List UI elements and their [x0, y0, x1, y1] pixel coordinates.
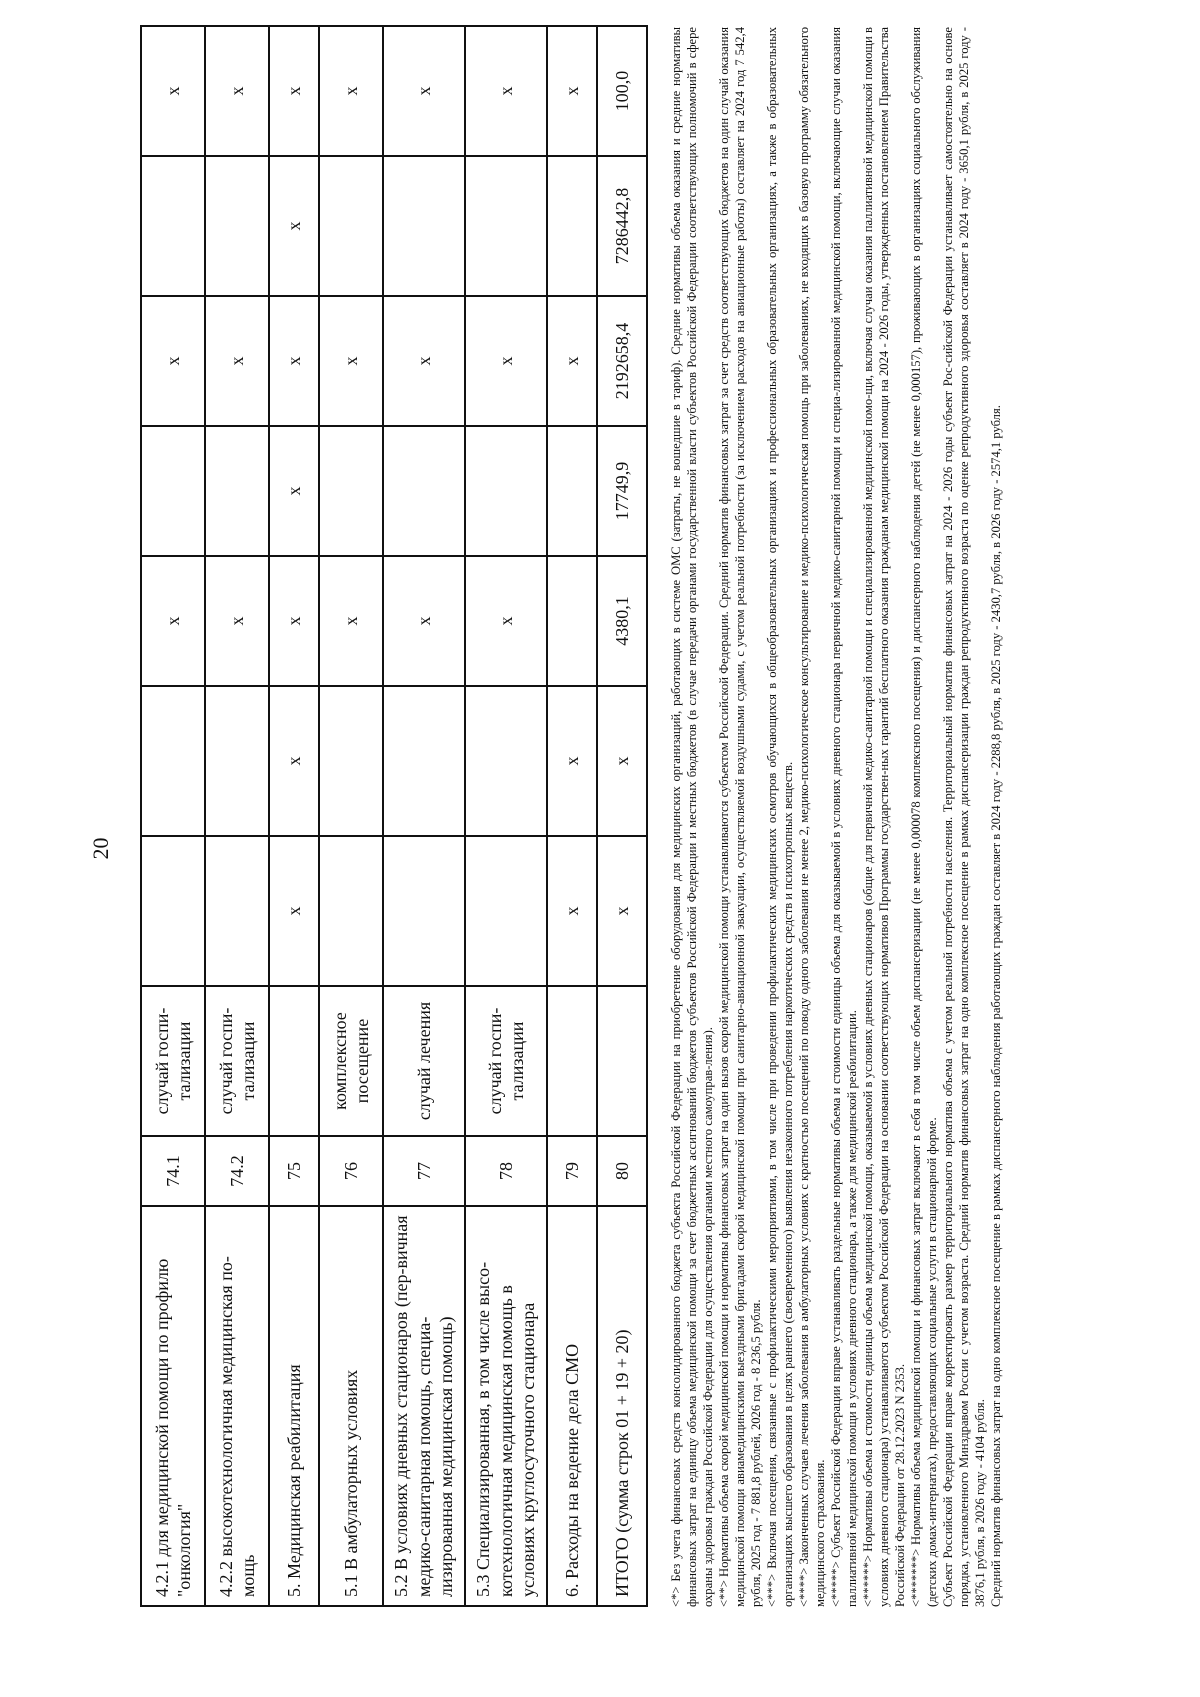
value-cell: 2192658,4	[597, 296, 647, 426]
table-row	[319, 26, 383, 1606]
value-cell: х	[141, 26, 205, 156]
value-cell	[319, 156, 383, 296]
value-cell: х	[465, 296, 547, 426]
footnote: <******> Нормативы объема и стоимости единицы объема медицинской помощи, оказываемой в условиях дневных стационаров (общие для первичной медико-санитарной помощи и специализированной медицинской помо-щи, включая случаи оказания паллиативной медицинской помощи в условиях дневного стационара) устанавливаются субъектом Российской Федерации на основании соответствующих нормативов Программы государствен-ных гарантий бесплатного оказания гражданам медицинской помощи на 2024 - 2026 годы, утвержденных постановлением Правительства Российской Федерации от 28.12.2023 N 2353.	[861, 27, 907, 1607]
value-cell: х	[269, 156, 319, 296]
value-cell	[383, 426, 465, 556]
value-cell: х	[547, 26, 597, 156]
row-number-cell: 76	[319, 1136, 383, 1206]
value-cell: х	[383, 556, 465, 686]
value-cell: х	[141, 296, 205, 426]
value-cell: х	[269, 556, 319, 686]
value-cell	[141, 836, 205, 986]
unit-cell: случай госпи-тализации	[141, 986, 205, 1136]
value-cell	[383, 156, 465, 296]
value-cell	[205, 426, 269, 556]
footnotes	[668, 27, 1004, 1607]
value-cell: х	[319, 296, 383, 426]
row-name-cell: 4.2.2 высокотехнологичная медицинская по-мощь	[205, 1206, 269, 1606]
value-cell: 4380,1	[597, 556, 647, 686]
row-number-cell: 77	[383, 1136, 465, 1206]
value-cell: х	[205, 26, 269, 156]
row-name-cell: 5.3 Специализированная, в том числе высо-котехнологичная медицинская помощь в условиях круглосуточного стационара	[465, 1206, 547, 1606]
unit-cell	[547, 986, 597, 1136]
row-number-cell: 74.2	[205, 1136, 269, 1206]
value-cell	[141, 686, 205, 836]
row-name-cell: 5.1 В амбулаторных условиях	[319, 1206, 383, 1606]
footnote: <**> Нормативы объема скорой медицинской помощи и нормативы финансовых затрат на один вызов скорой медицинской помощи устанавливаются субъектом Российской Федерации. Средний норматив финансовых затрат за счет средств соответствующих бюджетов на один случай оказания медицинской помощи авиамедицинскими выездными бригадами скорой медицинской помощи при санитарно-авиационной эвакуации, осуществляемой воздушными судами, с учетом реальной потребности (за исключением расходов на авиационные работы) составляет на 2024 год 7 542,4 рубля, 2025 год - 7 881,8 рублей, 2026 год - 8 236,5 рубля.	[717, 27, 763, 1607]
table-row	[465, 26, 547, 1606]
value-cell: 17749,9	[597, 426, 647, 556]
value-cell: х	[141, 556, 205, 686]
row-number-cell: 78	[465, 1136, 547, 1206]
value-cell	[465, 836, 547, 986]
value-cell: х	[269, 296, 319, 426]
value-cell: х	[269, 686, 319, 836]
row-name-cell: ИТОГО (сумма строк 01 + 19 + 20)	[597, 1206, 647, 1606]
value-cell: 100,0	[597, 26, 647, 156]
value-cell: х	[465, 556, 547, 686]
value-cell	[205, 836, 269, 986]
footnote: <*****> Субъект Российской Федерации вправе устанавливать раздельные нормативы объема и стоимости единицы объема для оказываемой в условиях дневного стационара первичной медико-санитарной помощи и специа-лизированной медицинской помощи, включающие случаи оказания паллиативной медицинской помощи в условиях дневного стационара, а также для медицинской реабилитации.	[829, 27, 859, 1607]
footnote: Средний норматив финансовых затрат на одно комплексное посещение в рамках диспансерного наблюдения работающих граждан составляет в 2024 году - 2288,8 рубля, в 2025 году - 2430,7 рубля, в 2026 году - 2574,1 рубля.	[989, 405, 1003, 1607]
value-cell	[319, 426, 383, 556]
value-cell	[205, 156, 269, 296]
value-cell	[383, 686, 465, 836]
value-cell	[141, 426, 205, 556]
norms-table	[140, 25, 648, 1607]
row-name-cell: 5.2 В условиях дневных стационаров (пер-вичная медико-санитарная помощь, специа-лизированная медицинская помощь)	[383, 1206, 465, 1606]
row-number-cell: 75	[269, 1136, 319, 1206]
table-row	[269, 26, 319, 1606]
unit-cell	[597, 986, 647, 1136]
value-cell: х	[269, 836, 319, 986]
footnote: <***> Включая посещения, связанные с профилактическими мероприятиями, в том числе при проведении профилактических медицинских осмотров обучающихся в общеобразовательных организациях и профессиональных образовательных организациях, а также в образовательных организациях высшего образования в целях раннего (своевременного) выявления незаконного потребления наркотических средств и психотропных веществ.	[765, 27, 795, 1607]
row-name-cell: 6. Расходы на ведение дела СМО	[547, 1206, 597, 1606]
row-number-cell: 79	[547, 1136, 597, 1206]
value-cell: х	[547, 686, 597, 836]
value-cell	[465, 156, 547, 296]
value-cell: х	[597, 686, 647, 836]
table-row	[597, 26, 647, 1606]
footnote: <*> Без учета финансовых средств консолидированного бюджета субъекта Российской Федерации на приобретение оборудования для медицинских организаций, работающих в системе ОМС (затраты, не вошедшие в тариф). Средние нормативы объема оказания и средние нормативы финансовых затрат на единицу объема медицинской помощи за счет бюджетных ассигнований бюджетов субъектов Российской Федерации и местных бюджетов (в случае передачи органами государственной власти субъектов Российской Федерации соответствующих полномочий в сфере охраны здоровья граждан Российской Федерации для осуществления органами местного самоуправ-ления).	[669, 27, 715, 1607]
value-cell	[319, 686, 383, 836]
value-cell	[319, 836, 383, 986]
unit-cell: случай лечения	[383, 986, 465, 1136]
value-cell: х	[547, 836, 597, 986]
value-cell	[547, 156, 597, 296]
value-cell: х	[383, 296, 465, 426]
value-cell	[465, 426, 547, 556]
row-number-cell: 80	[597, 1136, 647, 1206]
table-row	[205, 26, 269, 1606]
value-cell	[465, 686, 547, 836]
value-cell: х	[269, 26, 319, 156]
footnote: Субъект Российской Федерации вправе корректировать размер территориального норматива объема с учетом реальной потребности населения. Территориальный норматив финансовых затрат на 2024 - 2026 годы субъект Рос-сийской Федерации устанавливает самостоятельно на основе порядка, установленного Минздравом России с учетом возраста. Средний норматив финансовых затрат на одно комплексное посещение в рамках диспансеризации граждан репродуктивного возраста по оценке репродуктивного здоровья составляет в 2024 году - 3650,1 рубля, в 2025 году - 3876,1 рубля, в 2026 году - 4104 рубля.	[941, 27, 987, 1607]
value-cell: х	[205, 556, 269, 686]
table-row	[141, 26, 205, 1606]
unit-cell: комплексное посещение	[319, 986, 383, 1136]
value-cell	[547, 556, 597, 686]
row-name-cell: 5. Медицинская реабилитация	[269, 1206, 319, 1606]
value-cell: х	[319, 26, 383, 156]
row-name-cell: 4.2.1 для медицинской помощи по профилю "онкология"	[141, 1206, 205, 1606]
table-row	[383, 26, 465, 1606]
table-row	[547, 26, 597, 1606]
value-cell	[141, 156, 205, 296]
value-cell: х	[205, 296, 269, 426]
footnote: <****> Законченных случаев лечения заболевания в амбулаторных условиях с кратностью посещений по поводу одного заболевания не менее 2, медико-психологическое консультирование и медико-психологическая помощь при заболеваниях, не входящих в базовую программу обязательного медицинского страхования.	[797, 27, 827, 1607]
value-cell	[547, 426, 597, 556]
unit-cell	[269, 986, 319, 1136]
unit-cell: случай госпи-тализации	[205, 986, 269, 1136]
value-cell: х	[465, 26, 547, 156]
value-cell	[205, 686, 269, 836]
page-number: 20	[88, 837, 113, 860]
row-number-cell: 74.1	[141, 1136, 205, 1206]
value-cell: х	[319, 556, 383, 686]
value-cell: х	[269, 426, 319, 556]
value-cell: 7286442,8	[597, 156, 647, 296]
value-cell	[383, 836, 465, 986]
value-cell: х	[597, 836, 647, 986]
unit-cell: случай госпи-тализации	[465, 986, 547, 1136]
value-cell: х	[547, 296, 597, 426]
footnote: <*******> Нормативы объема медицинской помощи и финансовых затрат включают в себя в том числе объем диспансеризации (не менее 0,000078 комплексного посещения) и диспансерного наблюдения детей (не менее 0,000157), проживающих в организациях социального обслуживания (детских домах-интернатах), предоставляющих социальные услуги в стационарной форме.	[909, 27, 939, 1607]
value-cell: х	[383, 26, 465, 156]
